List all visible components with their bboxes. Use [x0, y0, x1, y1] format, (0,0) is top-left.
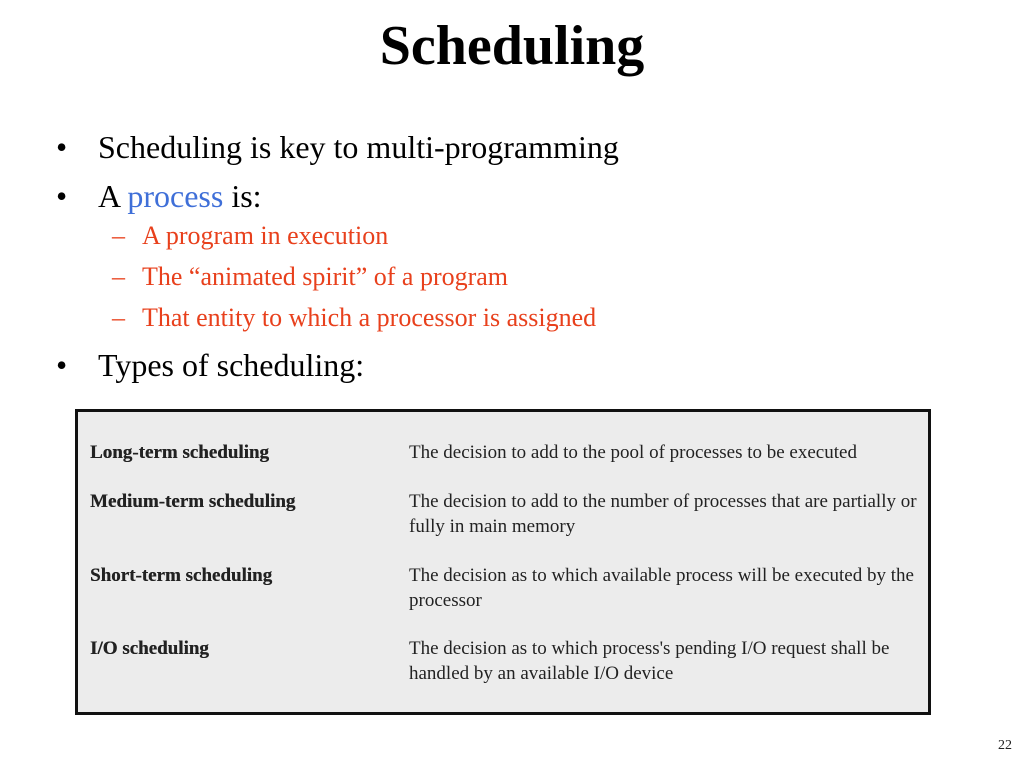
bullet-text: Types of scheduling: [98, 347, 365, 383]
bullet-text: Scheduling is key to multi-programming [98, 129, 619, 165]
dash-marker: – [112, 303, 125, 332]
dash-marker: – [112, 221, 125, 250]
bullet-item [54, 346, 994, 384]
scheduling-term: Short-term scheduling [90, 565, 273, 586]
scheduling-term: I/O scheduling [90, 638, 209, 659]
slide-title: Scheduling [379, 15, 645, 77]
sub-bullet-item [54, 261, 994, 293]
bullet-marker: • [56, 178, 68, 214]
scheduling-description: The decision as to which available process will be executed by the processor [409, 565, 914, 611]
bullet-marker: • [56, 347, 68, 383]
sub-bullet-text: A program in execution [142, 221, 389, 250]
bullet-text-prefix: A [98, 178, 128, 214]
sub-bullet-text: That entity to which a processor is assigned [142, 303, 597, 332]
sub-bullet-item [54, 302, 994, 334]
scheduling-description: The decision to add to the number of processes that are partially or fully in main memory [409, 491, 917, 537]
highlighted-term: process [127, 178, 224, 214]
scheduling-description: The decision to add to the pool of processes to be executed [409, 442, 857, 463]
bullet-marker: • [56, 129, 68, 165]
sub-bullet-item [54, 220, 994, 252]
dash-marker: – [112, 262, 125, 291]
sub-bullet-list [54, 220, 994, 334]
bullet-item [54, 128, 994, 166]
scheduling-types-table [75, 409, 931, 715]
bullet-list [54, 128, 994, 395]
sub-bullet-text: The “animated spirit” of a program [142, 262, 509, 291]
bullet-text-suffix: is: [223, 178, 262, 214]
bullet-item [54, 177, 994, 215]
scheduling-term: Long-term scheduling [90, 442, 269, 463]
scheduling-term: Medium-term scheduling [90, 491, 296, 512]
page-number: 22 [998, 738, 1012, 753]
scheduling-description: The decision as to which process's pending I/O request shall be handled by an available I/O device [409, 638, 890, 684]
